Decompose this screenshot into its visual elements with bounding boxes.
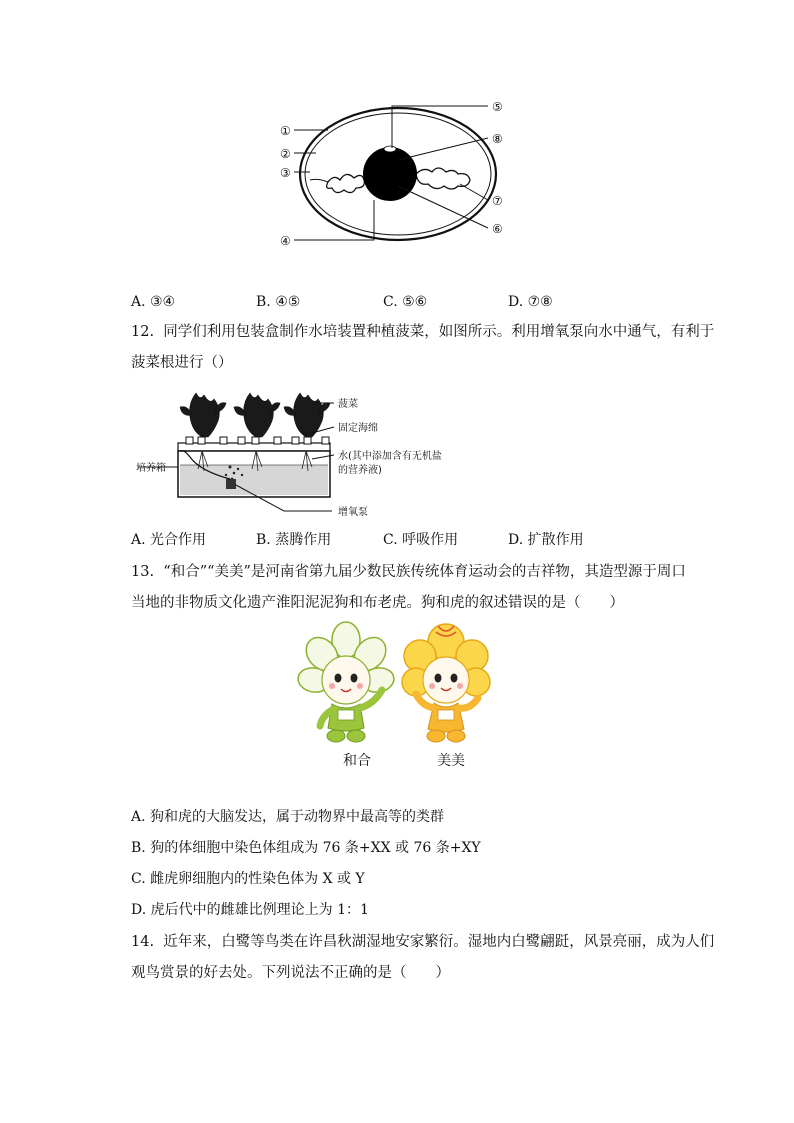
- mascot-name-meimei: 美美: [437, 753, 465, 769]
- mascot-hehe: [296, 622, 396, 742]
- option-c[interactable]: C. 呼吸作用: [383, 532, 459, 548]
- label-box: 培养箱: [136, 463, 166, 474]
- label-4: ④: [280, 234, 291, 248]
- option-b[interactable]: B. 蒸腾作用: [256, 532, 332, 548]
- germinal-disc: [384, 146, 396, 152]
- hydroponic-figure: [134, 385, 494, 520]
- option-d[interactable]: D. ⑦⑧: [508, 294, 553, 310]
- label-pump: 增氧泵: [338, 507, 368, 518]
- egg-yolk: [363, 147, 417, 201]
- mascot-figure: [296, 618, 506, 750]
- label-5: ⑤: [492, 100, 503, 114]
- label-water-2: 的营养液): [338, 465, 382, 476]
- oxygen-pump: [226, 479, 236, 489]
- q14-stem-line1: 14. 近年来，白鹭等鸟类在许昌秋湖湿地安家繁衍。湿地内白鹭翩跹，风景亮丽，成为人们: [131, 934, 715, 950]
- label-water-1: 水(其中添加含有无机盐: [338, 451, 442, 462]
- option-a[interactable]: A. ③④: [131, 294, 176, 310]
- q13-stem-line2: 当地的非物质文化遗产淮阳泥泥狗和布老虎。狗和虎的叙述错误的是（ ）: [131, 595, 624, 611]
- label-6: ⑥: [492, 222, 503, 236]
- option-d[interactable]: D. 虎后代中的雌雄比例理论上为 1：1: [131, 902, 369, 918]
- option-c[interactable]: C. 雌虎卵细胞内的性染色体为 X 或 Y: [131, 871, 365, 887]
- egg-diagram: [270, 90, 530, 260]
- q14-stem-line2: 观鸟赏景的好去处。下列说法不正确的是（ ）: [131, 965, 450, 981]
- spinach-plants: [180, 393, 330, 437]
- label-spinach: 菠菜: [338, 399, 358, 410]
- option-d[interactable]: D. 扩散作用: [508, 532, 584, 548]
- label-3: ③: [280, 166, 291, 180]
- nutrient-water: [180, 465, 328, 495]
- chalaza-right: [416, 168, 470, 189]
- option-c[interactable]: C. ⑤⑥: [383, 294, 428, 310]
- q13-stem-line1: 13. “和合”“美美”是河南省第九届少数民族传统体育运动会的吉祥物，其造型源于周口: [131, 564, 686, 580]
- label-sponge: 固定海绵: [338, 423, 378, 434]
- q12-stem-line2: 菠菜根进行（）: [131, 355, 233, 371]
- label-7: ⑦: [492, 194, 503, 208]
- option-b[interactable]: B. ④⑤: [256, 294, 301, 310]
- chalaza-left: [327, 174, 365, 192]
- q12-stem-line1: 12. 同学们利用包装盒制作水培装置种植菠菜，如图所示。利用增氧泵向水中通气，有利于: [131, 324, 715, 340]
- label-8: ⑧: [492, 132, 503, 146]
- mascot-name-hehe: 和合: [343, 753, 371, 769]
- option-b[interactable]: B. 狗的体细胞中染色体组成为 76 条+XX 或 76 条+XY: [131, 840, 481, 856]
- option-a[interactable]: A. 光合作用: [131, 532, 207, 548]
- label-2: ②: [280, 147, 291, 161]
- mascot-meimei: [402, 624, 490, 742]
- option-a[interactable]: A. 狗和虎的大脑发达，属于动物界中最高等的类群: [131, 809, 445, 825]
- label-1: ①: [280, 124, 291, 138]
